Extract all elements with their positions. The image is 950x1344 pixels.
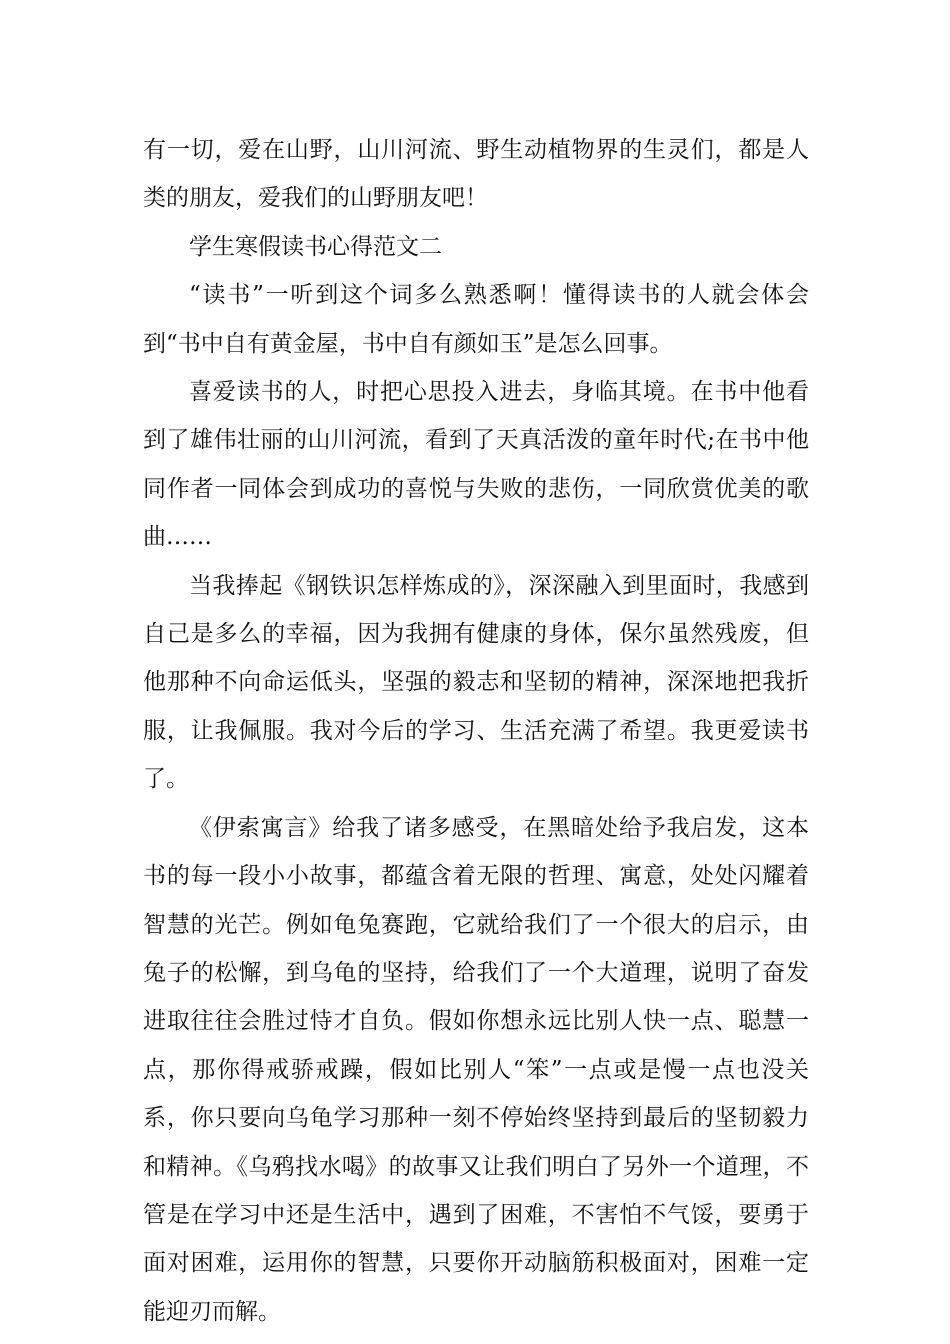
- section-heading: 学生寒假读书心得范文二: [189, 233, 442, 260]
- paragraph: 当我捧起《钢铁识怎样炼成的》，深深融入到里面时，我感到自己是多么的幸福，因为我拥有健康的身体，保尔虽然残废，但他那种不向命运低头，坚强的毅志和坚韧的精神，深深地把我折服，让我佩服。我对今后的学习、生活充满了希望。我更爱读书了。: [143, 572, 809, 793]
- paragraph-continuation: 有一切，爱在山野，山川河流、野生动植物界的生灵们，都是人类的朋友，爱我们的山野朋友吧！: [143, 137, 809, 212]
- document-body: [143, 126, 809, 1336]
- paragraph: 喜爱读书的人，时把心思投入进去，身临其境。在书中他看到了雄伟壮丽的山川河流，看到了天真活泼的童年时代;在书中他同作者一同体会到成功的喜悦与失败的悲伤，一同欣赏优美的歌曲……: [143, 379, 809, 551]
- paragraph: “读书”一听到这个词多么熟悉啊！懂得读书的人就会体会到“书中自有黄金屋，书中自有颜如玉”是怎么回事。: [143, 282, 809, 357]
- paragraph: 《伊索寓言》给我了诸多感受，在黑暗处给予我启发，这本书的每一段小小故事，都蕴含着无限的哲理、寓意，处处闪耀着智慧的光芒。例如龟兔赛跑，它就给我们了一个很大的启示，由兔子的松懈，到乌龟的坚持，给我们了一个大道理，说明了奋发进取往往会胜过恃才自负。假如你想永远比别人快一点、聪慧一点，那你得戒骄戒躁，假如比别人“笨”一点或是慢一点也没关系，你只要向乌龟学习那种一刻不停始终坚持到最后的坚韧毅力和精神。《乌鸦找水喝》的故事又让我们明白了另外一个道理，不管是在学习中还是生活中，遇到了困难，不害怕不气馁，要勇于面对困难，运用你的智慧，只要你开动脑筋积极面对，困难一定能迎刃而解。: [143, 814, 809, 1325]
